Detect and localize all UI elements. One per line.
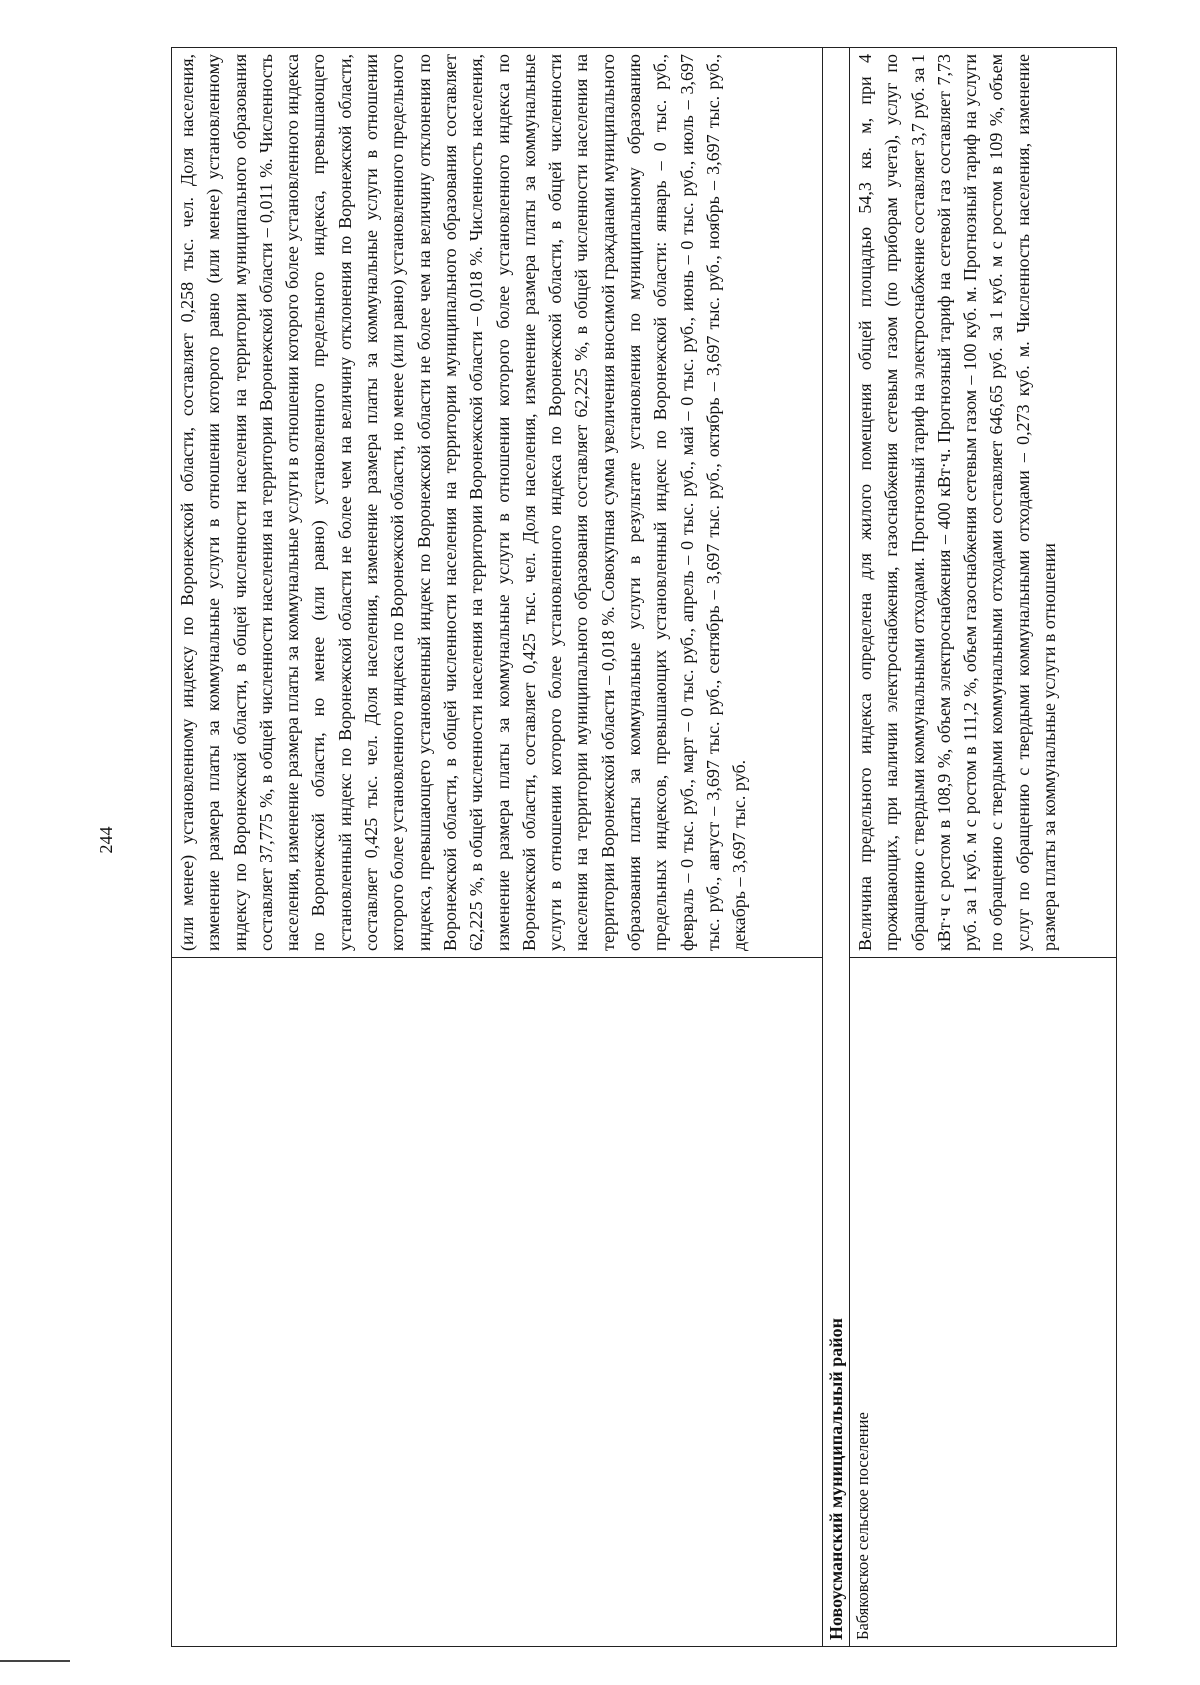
settlement-cell xyxy=(172,958,823,1647)
district-title: Новоусманский муниципальный район xyxy=(823,48,850,1647)
district-header-row xyxy=(823,48,850,1647)
table-row xyxy=(172,48,823,1647)
indices-table xyxy=(171,47,1117,1647)
table-row xyxy=(850,48,1117,1647)
settlement-name: Бабяковское сельское поселение xyxy=(850,958,1117,1647)
description-cell: (или менее) установленному индексу по Воронежской области, составляет 0,258 тыс. чел. Доля населения, изменение размера платы за коммунальные услуги в отношении которого равно (или менее) установленному индексу по Воронежской области, в общей численности населения на территории муниципального образования составляет 37,775 %, в общей численности населения на территории Воронежской области – 0,011 %. Численность населения, изменение размера платы за коммунальные услуги в отношении которого более установленного индекса по Воронежской области, но менее (или равно) установленного предельного индекса, превышающего установленный индекс по Воронежской области не более чем на величину отклонения по Воронежской области, составляет 0,425 тыс. чел. Доля населения, изменение размера платы за коммунальные услуги в отношении которого более установленного индекса по Воронежской области, но менее (или равно) установленного предельного индекса, превышающего установленный индекс по Воронежской области не более чем на величину отклонения по Воронежской области, в общей численности населения на территории муниципального образования составляет 62,225 %, в общей численности населения на территории Воронежской области – 0,018 %. Численность населения, изменение размера платы за коммунальные услуги в отношении которого более установленного индекса по Воронежской области, составляет 0,425 тыс. чел. Доля населения, изменение размера платы за коммунальные услуги в отношении которого более установленного индекса по Воронежской области, в общей численности населения на территории муниципального образования составляет 62,225 %, в общей численности населения на территории Воронежской области – 0,018 %. Совокупная сумма увеличения вносимой гражданами муниципального образования платы за коммунальные услуги в результате установления по муниципальному образованию предельных индексов, превышающих установленный индекс по Воронежской области: январь – 0 тыс. руб., февраль – 0 тыс. руб., март – 0 тыс. руб., апрель – 0 тыс. руб., май – 0 тыс. руб., июнь – 0 тыс. руб., июль – 3,697 тыс. руб., август – 3,697 тыс. руб., сентябрь – 3,697 тыс. руб., октябрь – 3,697 тыс. руб., ноябрь – 3,697 тыс. руб., декабрь – 3,697 тыс. руб. xyxy=(172,48,823,958)
scan-mark xyxy=(0,1660,70,1662)
page-number: 244 xyxy=(96,826,116,854)
description-cell: Величина предельного индекса определена для жилого помещения общей площадью 54,3 кв. м, при 4 проживающих, при наличии электроснабжения, газоснабжения сетевым газом (по приборам учета), услуг по обращению с твердыми коммунальными отходами. Прогнозный тариф на электроснабжение составляет 3,7 руб. за 1 кВт·ч с ростом в 108,9 %, объем электроснабжения – 400 кВт·ч. Прогнозный тариф на сетевой газ составляет 7,73 руб. за 1 куб. м с ростом в 111,2 %, объем газоснабжения сетевым газом – 100 куб. м. Прогнозный тариф на услуги по обращению с твердыми коммунальными отходами составляет 646,65 руб. за 1 куб. м с ростом в 109 %, объем услуг по обращению с твердыми коммунальными отходами – 0,273 куб. м. Численность населения, изменение размера платы за коммунальные услуги в отношении xyxy=(850,48,1117,958)
rotated-page-content xyxy=(171,47,1111,1647)
